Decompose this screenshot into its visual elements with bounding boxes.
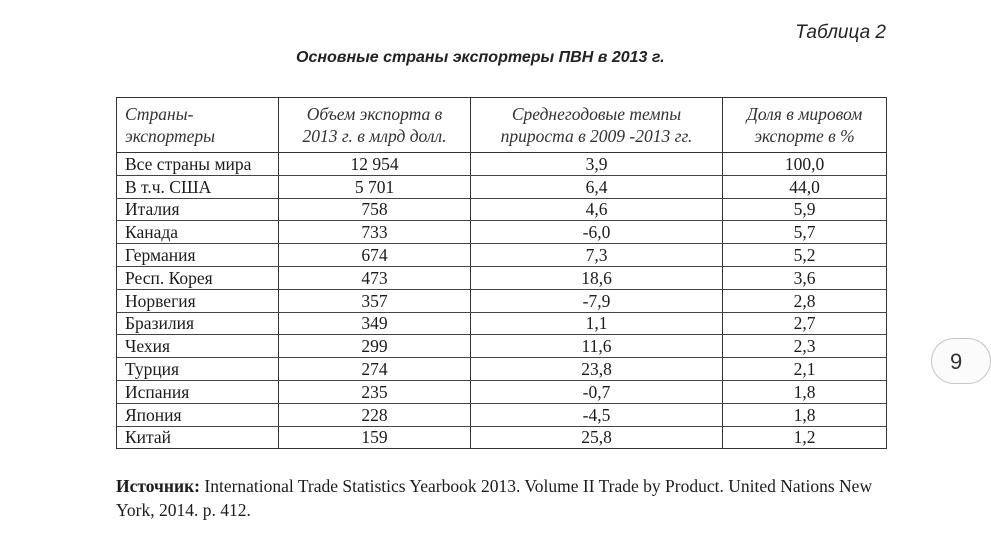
table-row [117, 289, 887, 312]
table-row [117, 198, 887, 221]
growth-rate-cell: 11,6 [471, 335, 723, 358]
table-body [117, 153, 887, 449]
country-cell: Испания [117, 380, 279, 403]
country-cell: Канада [117, 221, 279, 244]
growth-rate-cell: 1,1 [471, 312, 723, 335]
world-share-cell: 100,0 [723, 153, 887, 176]
table-row [117, 426, 887, 449]
table-row [117, 244, 887, 267]
export-volume-cell: 274 [279, 358, 471, 381]
export-volume-cell: 235 [279, 380, 471, 403]
world-share-cell: 2,7 [723, 312, 887, 335]
world-share-cell: 2,3 [723, 335, 887, 358]
world-share-cell: 1,8 [723, 380, 887, 403]
table-row [117, 266, 887, 289]
table-row [117, 153, 887, 176]
growth-rate-cell: 4,6 [471, 198, 723, 221]
growth-rate-cell: -0,7 [471, 380, 723, 403]
export-volume-cell: 357 [279, 289, 471, 312]
growth-rate-cell: 3,9 [471, 153, 723, 176]
source-text: International Trade Statistics Yearbook 2013. Volume II Trade by Product. United Nations New York, 2014. p. 412. [116, 476, 873, 520]
export-volume-cell: 733 [279, 221, 471, 244]
growth-rate-cell: -4,5 [471, 403, 723, 426]
table-row [117, 221, 887, 244]
source-note [116, 474, 888, 522]
world-share-cell: 1,2 [723, 426, 887, 449]
country-cell: Чехия [117, 335, 279, 358]
country-cell: Все страны мира [117, 153, 279, 176]
world-share-cell: 1,8 [723, 403, 887, 426]
world-share-cell: 5,9 [723, 198, 887, 221]
export-volume-cell: 12 954 [279, 153, 471, 176]
growth-rate-cell: 18,6 [471, 266, 723, 289]
export-volume-cell: 5 701 [279, 175, 471, 198]
country-cell: В т.ч. США [117, 175, 279, 198]
growth-rate-cell: 6,4 [471, 175, 723, 198]
page-number-tab[interactable]: 9 [931, 338, 991, 384]
export-volume-cell: 349 [279, 312, 471, 335]
table-title: Основные страны экспортеры ПВН в 2013 г. [296, 49, 665, 66]
growth-rate-cell: 7,3 [471, 244, 723, 267]
header-countries: Страны- экспортеры [117, 98, 279, 153]
growth-rate-cell: 23,8 [471, 358, 723, 381]
country-cell: Германия [117, 244, 279, 267]
export-volume-cell: 758 [279, 198, 471, 221]
country-cell: Италия [117, 198, 279, 221]
header-world-share: Доля в мировом экспорте в % [723, 98, 887, 153]
table-number-label: Таблица 2 [795, 22, 886, 43]
world-share-cell: 2,1 [723, 358, 887, 381]
world-share-cell: 2,8 [723, 289, 887, 312]
country-cell: Япония [117, 403, 279, 426]
table-row [117, 380, 887, 403]
table-row [117, 175, 887, 198]
export-volume-cell: 674 [279, 244, 471, 267]
country-cell: Китай [117, 426, 279, 449]
export-volume-cell: 473 [279, 266, 471, 289]
table-row [117, 312, 887, 335]
growth-rate-cell: -6,0 [471, 221, 723, 244]
world-share-cell: 5,2 [723, 244, 887, 267]
growth-rate-cell: -7,9 [471, 289, 723, 312]
country-cell: Бразилия [117, 312, 279, 335]
country-cell: Норвегия [117, 289, 279, 312]
world-share-cell: 44,0 [723, 175, 887, 198]
table-row [117, 403, 887, 426]
export-table [116, 97, 887, 449]
export-volume-cell: 159 [279, 426, 471, 449]
world-share-cell: 3,6 [723, 266, 887, 289]
header-growth-rate: Среднегодовые темпы прироста в 2009 -2013 гг. [471, 98, 723, 153]
country-cell: Респ. Корея [117, 266, 279, 289]
country-cell: Турция [117, 358, 279, 381]
table-row [117, 358, 887, 381]
world-share-cell: 5,7 [723, 221, 887, 244]
table-row [117, 335, 887, 358]
header-export-volume: Объем экспорта в 2013 г. в млрд долл. [279, 98, 471, 153]
table-header-row [117, 98, 887, 153]
export-volume-cell: 299 [279, 335, 471, 358]
source-label: Источник: [116, 476, 200, 496]
growth-rate-cell: 25,8 [471, 426, 723, 449]
export-volume-cell: 228 [279, 403, 471, 426]
